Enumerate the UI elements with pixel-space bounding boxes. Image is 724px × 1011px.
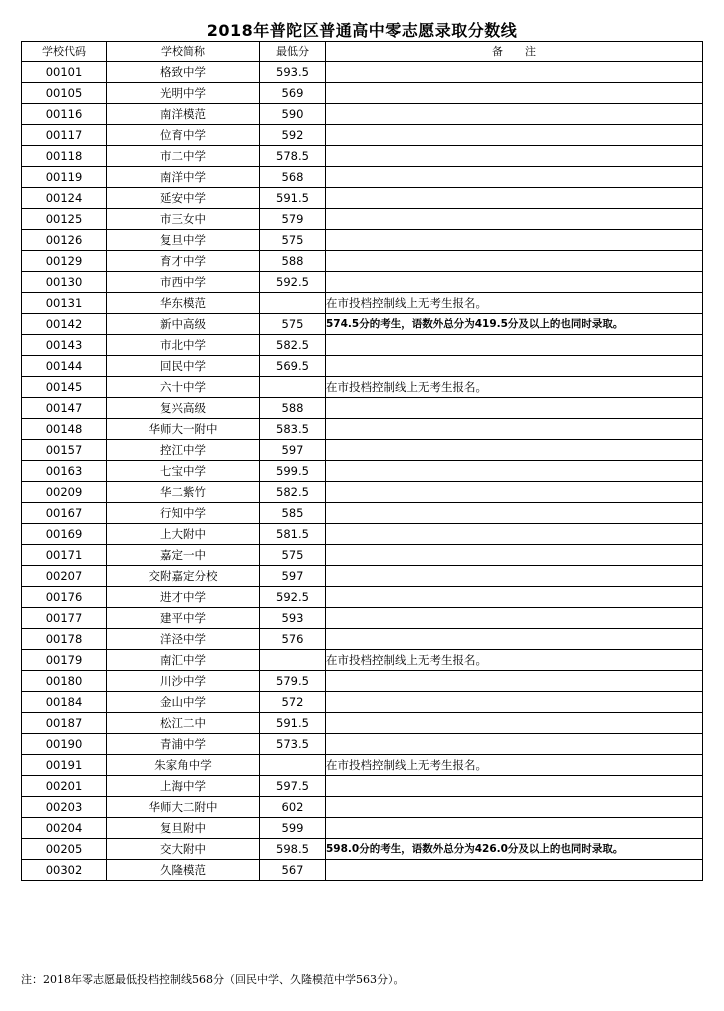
table-row <box>22 545 703 566</box>
school-code-cell: 00125 <box>22 209 107 230</box>
min-score-cell: 576 <box>260 629 326 650</box>
table-row <box>22 398 703 419</box>
school-code-cell: 00204 <box>22 818 107 839</box>
min-score-cell: 575 <box>260 314 326 335</box>
school-name-cell: 华二紫竹 <box>107 482 260 503</box>
min-score-cell: 573.5 <box>260 734 326 755</box>
school-name-cell: 控江中学 <box>107 440 260 461</box>
min-score-cell <box>260 755 326 776</box>
school-code-cell: 00201 <box>22 776 107 797</box>
school-name-cell: 南洋中学 <box>107 167 260 188</box>
note-cell <box>326 251 703 272</box>
school-name-cell: 嘉定一中 <box>107 545 260 566</box>
table-row <box>22 209 703 230</box>
school-code-cell: 00190 <box>22 734 107 755</box>
table-row <box>22 566 703 587</box>
table-row <box>22 503 703 524</box>
min-score-cell: 591.5 <box>260 713 326 734</box>
table-row <box>22 230 703 251</box>
min-score-cell: 590 <box>260 104 326 125</box>
note-cell <box>326 692 703 713</box>
min-score-cell: 599.5 <box>260 461 326 482</box>
table-row <box>22 671 703 692</box>
school-name-cell: 进才中学 <box>107 587 260 608</box>
table-row <box>22 587 703 608</box>
table-row <box>22 713 703 734</box>
table-row <box>22 167 703 188</box>
min-score-cell: 575 <box>260 230 326 251</box>
school-code-cell: 00179 <box>22 650 107 671</box>
min-score-cell: 592 <box>260 125 326 146</box>
school-code-cell: 00176 <box>22 587 107 608</box>
school-code-cell: 00145 <box>22 377 107 398</box>
school-name-cell: 市三女中 <box>107 209 260 230</box>
note-cell <box>326 713 703 734</box>
note-cell <box>326 608 703 629</box>
min-score-cell: 588 <box>260 398 326 419</box>
school-code-cell: 00130 <box>22 272 107 293</box>
school-code-cell: 00101 <box>22 62 107 83</box>
school-name-cell: 延安中学 <box>107 188 260 209</box>
table-row <box>22 482 703 503</box>
school-name-cell: 青浦中学 <box>107 734 260 755</box>
note-cell <box>326 860 703 881</box>
school-name-cell: 南洋模范 <box>107 104 260 125</box>
note-cell: 598.0分的考生，语数外总分为426.0分及以上的也同时录取。 <box>326 839 703 860</box>
note-cell <box>326 167 703 188</box>
page-title: 2018年普陀区普通高中零志愿录取分数线 <box>206 21 518 40</box>
min-score-cell <box>260 293 326 314</box>
table-row <box>22 62 703 83</box>
school-name-cell: 交大附中 <box>107 839 260 860</box>
note-cell <box>326 629 703 650</box>
min-score-cell: 592.5 <box>260 587 326 608</box>
min-score-cell: 597 <box>260 440 326 461</box>
min-score-cell: 569.5 <box>260 356 326 377</box>
table-row <box>22 83 703 104</box>
min-score-cell: 581.5 <box>260 524 326 545</box>
min-score-cell: 599 <box>260 818 326 839</box>
school-code-cell: 00169 <box>22 524 107 545</box>
min-score-cell: 579.5 <box>260 671 326 692</box>
school-code-cell: 00180 <box>22 671 107 692</box>
note-cell <box>326 797 703 818</box>
header-school-code: 学校代码 <box>22 42 107 62</box>
school-name-cell: 格致中学 <box>107 62 260 83</box>
school-name-cell: 华师大一附中 <box>107 419 260 440</box>
table-row <box>22 272 703 293</box>
min-score-cell: 569 <box>260 83 326 104</box>
school-code-cell: 00126 <box>22 230 107 251</box>
header-note: 备 注 <box>326 42 703 62</box>
note-cell <box>326 545 703 566</box>
school-code-cell: 00117 <box>22 125 107 146</box>
school-name-cell: 行知中学 <box>107 503 260 524</box>
min-score-cell: 585 <box>260 503 326 524</box>
school-name-cell: 复旦中学 <box>107 230 260 251</box>
table-row <box>22 314 703 335</box>
school-code-cell: 00209 <box>22 482 107 503</box>
school-code-cell: 00118 <box>22 146 107 167</box>
table-row <box>22 692 703 713</box>
note-cell <box>326 83 703 104</box>
table-row <box>22 125 703 146</box>
school-code-cell: 00142 <box>22 314 107 335</box>
note-cell <box>326 188 703 209</box>
school-name-cell: 上海中学 <box>107 776 260 797</box>
note-cell <box>326 419 703 440</box>
table-row <box>22 251 703 272</box>
school-code-cell: 00157 <box>22 440 107 461</box>
school-code-cell: 00144 <box>22 356 107 377</box>
school-code-cell: 00116 <box>22 104 107 125</box>
table-row <box>22 797 703 818</box>
school-code-cell: 00131 <box>22 293 107 314</box>
school-name-cell: 市二中学 <box>107 146 260 167</box>
school-code-cell: 00148 <box>22 419 107 440</box>
note-cell <box>326 104 703 125</box>
min-score-cell: 598.5 <box>260 839 326 860</box>
min-score-cell: 579 <box>260 209 326 230</box>
school-code-cell: 00184 <box>22 692 107 713</box>
note-cell: 574.5分的考生，语数外总分为419.5分及以上的也同时录取。 <box>326 314 703 335</box>
school-name-cell: 复兴高级 <box>107 398 260 419</box>
school-code-cell: 00143 <box>22 335 107 356</box>
school-code-cell: 00105 <box>22 83 107 104</box>
note-cell <box>326 734 703 755</box>
min-score-cell: 597.5 <box>260 776 326 797</box>
min-score-cell: 567 <box>260 860 326 881</box>
note-cell <box>326 335 703 356</box>
min-score-cell: 588 <box>260 251 326 272</box>
note-cell <box>326 356 703 377</box>
header-school-name: 学校简称 <box>107 42 260 62</box>
school-name-cell: 市北中学 <box>107 335 260 356</box>
school-name-cell: 建平中学 <box>107 608 260 629</box>
note-cell <box>326 125 703 146</box>
school-code-cell: 00167 <box>22 503 107 524</box>
note-cell <box>326 440 703 461</box>
table-row <box>22 524 703 545</box>
note-cell: 在市投档控制线上无考生报名。 <box>326 650 703 671</box>
school-name-cell: 六十中学 <box>107 377 260 398</box>
min-score-cell: 602 <box>260 797 326 818</box>
min-score-cell: 593 <box>260 608 326 629</box>
table-row <box>22 146 703 167</box>
table-row <box>22 608 703 629</box>
school-code-cell: 00205 <box>22 839 107 860</box>
school-name-cell: 上大附中 <box>107 524 260 545</box>
school-name-cell: 回民中学 <box>107 356 260 377</box>
min-score-cell: 592.5 <box>260 272 326 293</box>
min-score-cell <box>260 377 326 398</box>
min-score-cell: 568 <box>260 167 326 188</box>
note-cell <box>326 818 703 839</box>
school-name-cell: 光明中学 <box>107 83 260 104</box>
school-name-cell: 朱家角中学 <box>107 755 260 776</box>
table-row <box>22 335 703 356</box>
table-row <box>22 419 703 440</box>
school-code-cell: 00124 <box>22 188 107 209</box>
table-row <box>22 356 703 377</box>
table-row <box>22 860 703 881</box>
note-cell: 在市投档控制线上无考生报名。 <box>326 755 703 776</box>
table-row <box>22 818 703 839</box>
school-name-cell: 复旦附中 <box>107 818 260 839</box>
note-cell <box>326 398 703 419</box>
score-table <box>21 41 703 881</box>
min-score-cell: 572 <box>260 692 326 713</box>
table-row <box>22 188 703 209</box>
school-name-cell: 七宝中学 <box>107 461 260 482</box>
table-header-row <box>22 42 703 62</box>
table-row <box>22 734 703 755</box>
note-cell <box>326 524 703 545</box>
min-score-cell: 591.5 <box>260 188 326 209</box>
min-score-cell: 583.5 <box>260 419 326 440</box>
footnote: 注：2018年零志愿最低投档控制线568分（回民中学、久隆模范中学563分）。 <box>21 973 405 986</box>
school-name-cell: 位育中学 <box>107 125 260 146</box>
note-cell <box>326 62 703 83</box>
school-name-cell: 久隆模范 <box>107 860 260 881</box>
school-name-cell: 洋泾中学 <box>107 629 260 650</box>
table-row <box>22 104 703 125</box>
school-code-cell: 00207 <box>22 566 107 587</box>
table-row <box>22 755 703 776</box>
school-code-cell: 00163 <box>22 461 107 482</box>
table-row <box>22 776 703 797</box>
school-name-cell: 育才中学 <box>107 251 260 272</box>
min-score-cell: 582.5 <box>260 335 326 356</box>
school-name-cell: 华师大二附中 <box>107 797 260 818</box>
note-cell <box>326 230 703 251</box>
school-name-cell: 新中高级 <box>107 314 260 335</box>
school-name-cell: 交附嘉定分校 <box>107 566 260 587</box>
school-name-cell: 市西中学 <box>107 272 260 293</box>
min-score-cell: 597 <box>260 566 326 587</box>
min-score-cell <box>260 650 326 671</box>
school-code-cell: 00129 <box>22 251 107 272</box>
school-name-cell: 松江二中 <box>107 713 260 734</box>
school-code-cell: 00119 <box>22 167 107 188</box>
school-code-cell: 00177 <box>22 608 107 629</box>
table-row <box>22 650 703 671</box>
table-row <box>22 629 703 650</box>
school-code-cell: 00302 <box>22 860 107 881</box>
note-cell <box>326 776 703 797</box>
note-cell <box>326 482 703 503</box>
note-cell <box>326 272 703 293</box>
table-row <box>22 293 703 314</box>
school-code-cell: 00187 <box>22 713 107 734</box>
note-cell <box>326 587 703 608</box>
school-code-cell: 00178 <box>22 629 107 650</box>
table-row <box>22 461 703 482</box>
school-name-cell: 金山中学 <box>107 692 260 713</box>
min-score-cell: 582.5 <box>260 482 326 503</box>
min-score-cell: 575 <box>260 545 326 566</box>
table-row <box>22 440 703 461</box>
note-cell: 在市投档控制线上无考生报名。 <box>326 293 703 314</box>
note-cell <box>326 209 703 230</box>
note-cell <box>326 503 703 524</box>
school-code-cell: 00203 <box>22 797 107 818</box>
note-cell: 在市投档控制线上无考生报名。 <box>326 377 703 398</box>
note-cell <box>326 566 703 587</box>
header-min-score: 最低分 <box>260 42 326 62</box>
school-code-cell: 00191 <box>22 755 107 776</box>
school-code-cell: 00147 <box>22 398 107 419</box>
min-score-cell: 593.5 <box>260 62 326 83</box>
min-score-cell: 578.5 <box>260 146 326 167</box>
school-name-cell: 南汇中学 <box>107 650 260 671</box>
table-row <box>22 377 703 398</box>
school-name-cell: 华东模范 <box>107 293 260 314</box>
table-row <box>22 839 703 860</box>
note-cell <box>326 146 703 167</box>
school-name-cell: 川沙中学 <box>107 671 260 692</box>
school-code-cell: 00171 <box>22 545 107 566</box>
note-cell <box>326 671 703 692</box>
note-cell <box>326 461 703 482</box>
